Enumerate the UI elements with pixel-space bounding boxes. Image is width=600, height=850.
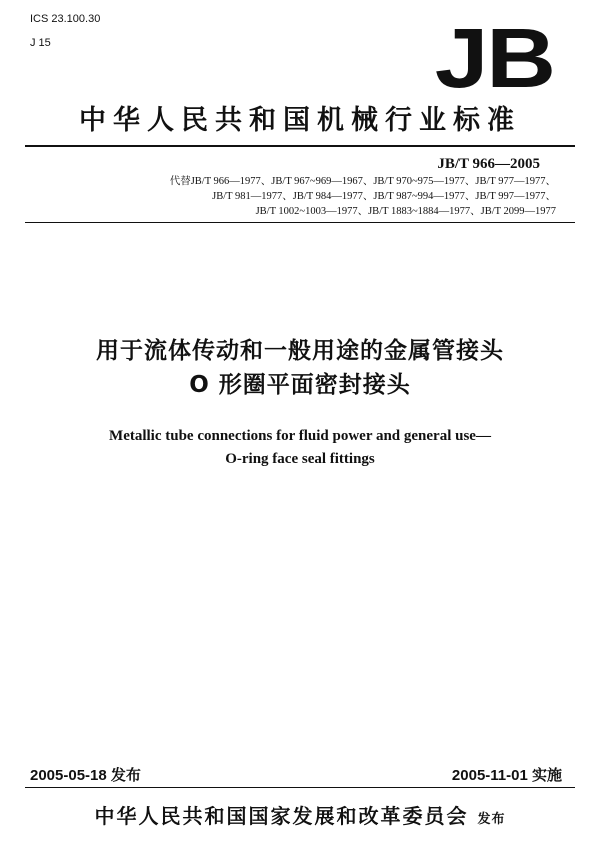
top-divider (25, 145, 575, 147)
title-cn-line2: O 形圈平面密封接头 (189, 372, 411, 398)
footer-divider (25, 787, 575, 788)
ics-code: ICS 23.100.30 (30, 13, 101, 25)
replaces-block (40, 174, 556, 219)
title-en-line1: Metallic tube connections for fluid power and general use— (109, 428, 491, 444)
replaces-line: JB/T 1002~1003—1977、JB/T 1883~1884—1977、JB/T 2099—1977 (255, 206, 556, 217)
header-divider (25, 222, 575, 223)
standard-category: 中华人民共和国机械行业标准 (79, 105, 521, 136)
replaces-line: JB/T 981—1977、JB/T 984—1977、JB/T 987~994—1977、JB/T 997—1977、 (212, 191, 556, 202)
publisher (20, 800, 580, 829)
classification-code: J 15 (30, 37, 51, 49)
implementation-date: 2005-11-01 实施 (451, 767, 562, 784)
replaces-line: 代替JB/T 966—1977、JB/T 967~969—1967、JB/T 970~975—1977、JB/T 977—1977、 (169, 176, 556, 187)
publisher-suffix: 发布 (477, 812, 506, 827)
standard-number: JB/T 966—2005 (437, 156, 540, 172)
jb-logo: JB (434, 11, 554, 105)
publisher-name: 中华人民共和国国家发展和改革委员会 (94, 804, 469, 828)
title-en-line2: O-ring face seal fittings (225, 451, 375, 467)
title-cn-line1: 用于流体传动和一般用途的金属管接头 (96, 338, 504, 364)
issue-date: 2005-05-18 发布 (30, 767, 141, 784)
